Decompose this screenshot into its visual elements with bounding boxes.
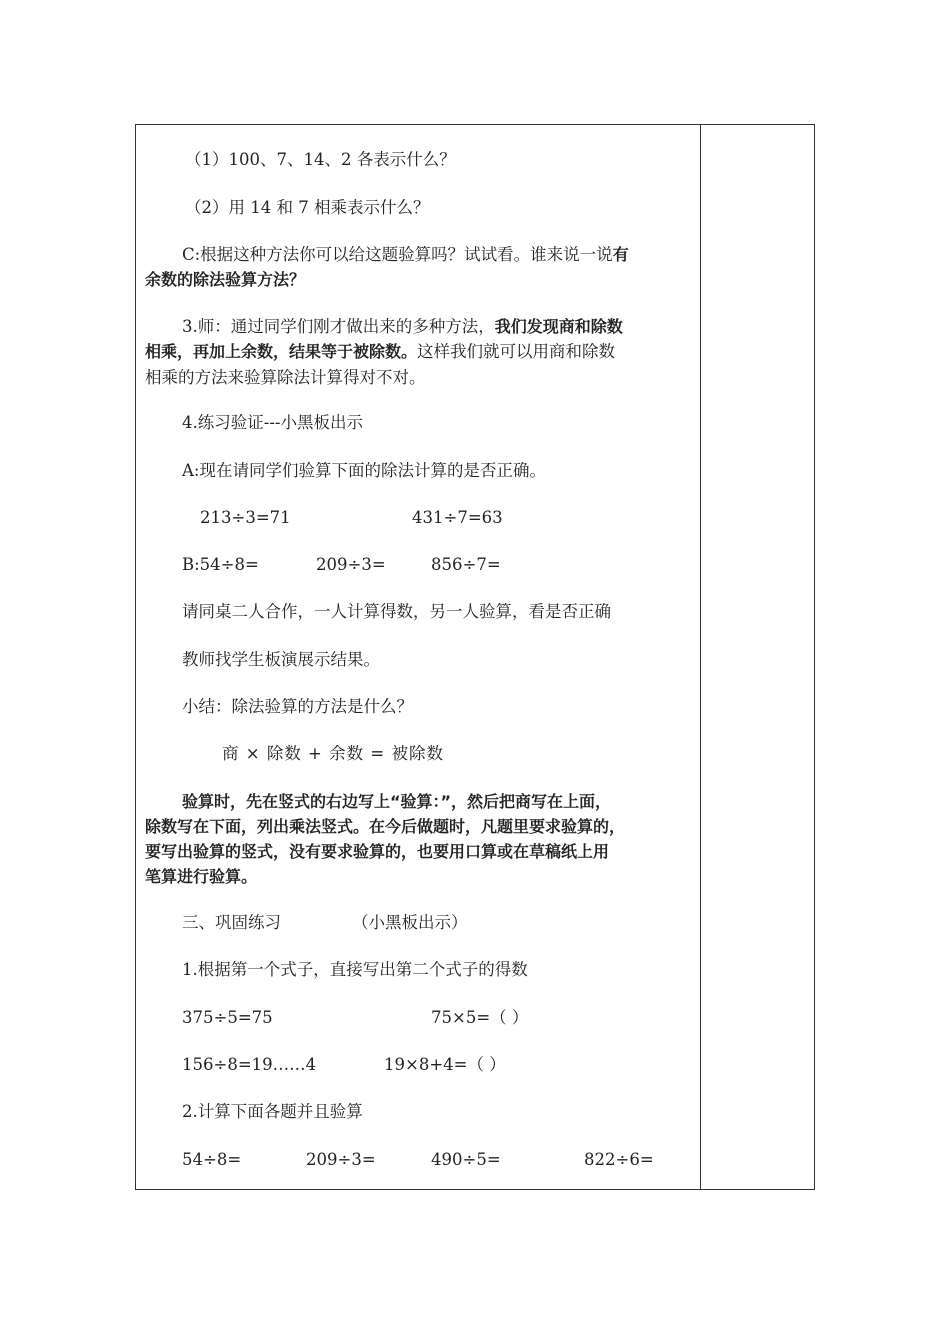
step-3-bold-1: 我们发现商和除数 — [494, 317, 623, 336]
table-column-divider — [700, 124, 701, 1190]
bold-paragraph-line-3: 要写出验算的竖式，没有要求验算的，也要用口算或在草稿纸上用 — [145, 842, 610, 861]
step-c-bold-start: 有 — [612, 245, 629, 264]
teacher-note: 教师找学生板演展示结果。 — [182, 650, 380, 669]
step-3-rest: 这样我们就可以用商和除数 — [417, 342, 616, 361]
pair-work: 请同桌二人合作，一人计算得数，另一人验算，看是否正确 — [182, 602, 611, 621]
exercise-b-1: B:54÷8= — [182, 555, 259, 574]
step-3-line-3: 相乘的方法来验算除法计算得对不对。 — [145, 368, 426, 387]
step-3-line-2 — [145, 340, 615, 364]
exercise-1-eq-b: 75×5=（ ） — [431, 1008, 529, 1027]
exercise-b-3: 856÷7= — [431, 555, 501, 574]
step-c-text — [182, 243, 629, 267]
question-1: （1）100、7、14、2 各表示什么？ — [185, 150, 456, 169]
section-3-note: （小黑板出示） — [352, 913, 468, 932]
exercise-a-eq-1: 213÷3=71 — [200, 508, 291, 527]
exercise-a-eq-2: 431÷7=63 — [412, 508, 503, 527]
summary-formula: 商 × 除数 + 余数 = 被除数 — [222, 744, 444, 763]
step-4: 4.练习验证---小黑板出示 — [182, 413, 363, 432]
bold-paragraph-line-4: 笔算进行验算。 — [145, 867, 258, 886]
step-c-prefix: C:根据这种方法你可以给这题验算吗？试试看。谁来说一说 — [182, 245, 613, 264]
bold-paragraph-line-1: 验算时，先在竖式的右边写上“验算：”，然后把商写在上面， — [182, 792, 612, 811]
step-c-bold-end: 余数的除法验算方法？ — [145, 270, 306, 289]
exercise-1-eq-a: 375÷5=75 — [182, 1008, 273, 1027]
step-3-prefix: 3.师：通过同学们刚才做出来的多种方法， — [182, 317, 495, 336]
question-2: （2）用 14 和 7 相乘表示什么？ — [185, 198, 430, 217]
exercise-2-eq-c: 490÷5= — [431, 1150, 501, 1169]
bold-paragraph-line-2: 除数写在下面，列出乘法竖式。在今后做题时，凡题里要求验算的， — [145, 817, 626, 836]
exercise-2-eq-b: 209÷3= — [306, 1150, 376, 1169]
exercise-1-eq-d: 19×8+4=（ ） — [384, 1055, 506, 1074]
exercise-2-eq-d: 822÷6= — [584, 1150, 654, 1169]
step-3-bold-2: 相乘，再加上余数，结果等于被除数。 — [145, 342, 418, 361]
step-3-line-1 — [182, 315, 623, 339]
exercise-a: A:现在请同学们验算下面的除法计算的是否正确。 — [182, 461, 546, 480]
summary-question: 小结：除法验算的方法是什么？ — [182, 697, 413, 716]
exercise-1-title: 1.根据第一个式子，直接写出第二个式子的得数 — [182, 960, 528, 979]
exercise-b-2: 209÷3= — [316, 555, 386, 574]
exercise-2-title: 2.计算下面各题并且验算 — [182, 1102, 363, 1121]
section-3-title: 三、巩固练习 — [182, 913, 281, 932]
exercise-2-eq-a: 54÷8= — [182, 1150, 242, 1169]
exercise-1-eq-c: 156÷8=19……4 — [182, 1055, 317, 1074]
